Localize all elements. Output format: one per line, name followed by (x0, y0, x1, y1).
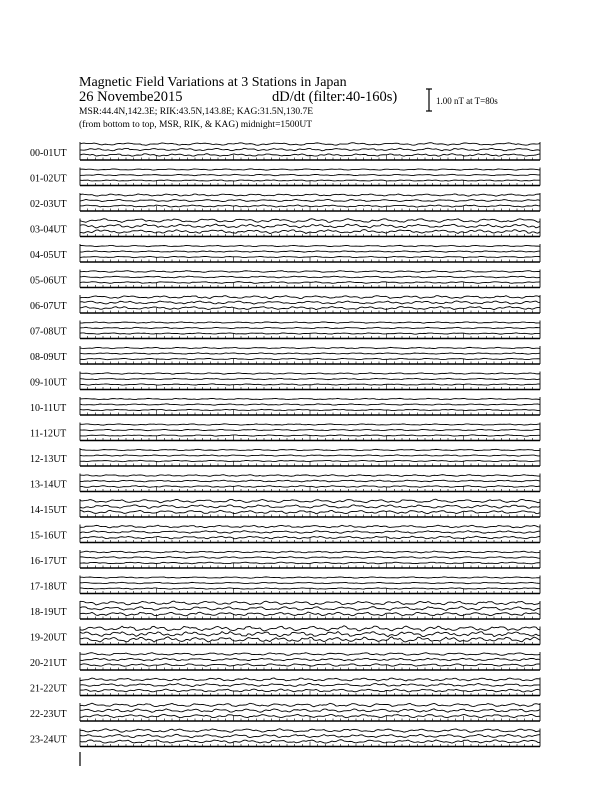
trace-kag (80, 398, 540, 399)
trace-kag (80, 601, 540, 605)
trace-kag (80, 424, 540, 425)
trace-rik (80, 429, 540, 430)
trace-kag (80, 449, 540, 450)
trace-rik (80, 199, 540, 201)
trace-rik (80, 632, 540, 637)
trace-msr (80, 409, 540, 410)
trace-kag (80, 551, 540, 553)
hour-row (30, 423, 540, 441)
trace-rik (80, 455, 540, 456)
trace-rik (80, 582, 540, 583)
trace-rik (80, 251, 540, 252)
trace-rik (80, 378, 540, 379)
hour-label: 22-23UT (30, 709, 67, 720)
trace-kag (80, 475, 540, 477)
hour-label: 18-19UT (30, 607, 67, 618)
trace-rik (80, 174, 540, 175)
hour-label: 02-03UT (30, 199, 67, 210)
trace-kag (80, 729, 540, 732)
trace-rik (80, 557, 540, 559)
trace-msr (80, 664, 540, 666)
trace-rik (80, 276, 540, 278)
hour-label: 17-18UT (30, 581, 67, 593)
trace-kag (80, 499, 540, 503)
trace-rik (80, 505, 540, 508)
hour-row (30, 321, 540, 339)
hour-label: 23-24UT (30, 734, 67, 746)
trace-rik (80, 480, 540, 482)
hour-label: 15-16UT (30, 530, 67, 542)
trace-kag (80, 219, 540, 223)
trace-msr (80, 460, 540, 461)
trace-kag (80, 577, 540, 578)
hour-row (30, 626, 540, 645)
hour-label: 03-04UT (30, 224, 67, 236)
hour-label: 19-20UT (30, 632, 67, 644)
hour-row (30, 346, 540, 364)
scale-label: 1.00 nT at T=80s (436, 96, 498, 106)
hour-row (30, 168, 540, 186)
hour-row (30, 576, 540, 594)
trace-kag (80, 194, 540, 196)
trace-rik (80, 734, 540, 737)
trace-kag (80, 626, 540, 631)
trace-msr (80, 358, 540, 359)
trace-kag (80, 525, 540, 528)
trace-rik (80, 301, 540, 304)
hour-row (30, 729, 540, 747)
trace-kag (80, 703, 540, 707)
hour-row (30, 703, 540, 721)
hour-row (30, 550, 540, 568)
hour-row (30, 448, 540, 466)
hour-label: 09-10UT (30, 377, 67, 389)
hour-rows (30, 142, 540, 747)
hour-row (30, 474, 540, 492)
trace-rik (80, 709, 540, 713)
hour-label: 06-07UT (30, 301, 67, 312)
trace-kag (80, 296, 540, 299)
trace-kag (80, 322, 540, 323)
hour-label: 20-21UT (30, 658, 67, 669)
hour-label: 04-05UT (30, 250, 67, 261)
hour-row (30, 295, 540, 313)
trace-kag (80, 169, 540, 170)
trace-rik (80, 531, 540, 534)
hour-row (30, 372, 540, 390)
trace-kag (80, 653, 540, 656)
hour-label: 01-02UT (30, 173, 67, 185)
hour-row (30, 499, 540, 517)
stations-line: MSR:44.4N,142.3E; RIK:43.5N,143.8E; KAG:31.5N,130.7E (79, 107, 314, 117)
hour-label: 14-15UT (30, 505, 67, 516)
hour-row (30, 270, 540, 288)
trace-rik (80, 327, 540, 328)
hour-label: 07-08UT (30, 326, 67, 338)
hour-label: 21-22UT (30, 683, 67, 695)
hour-row (30, 652, 540, 670)
hour-row (30, 601, 540, 619)
hour-row (30, 397, 540, 415)
trace-rik (80, 148, 540, 151)
trace-msr (80, 562, 540, 564)
hour-row (30, 244, 540, 262)
hour-label: 16-17UT (30, 556, 67, 567)
trace-rik (80, 658, 540, 661)
trace-rik (80, 353, 540, 354)
hour-row (30, 219, 540, 237)
trace-kag (80, 271, 540, 273)
hour-label: 13-14UT (30, 479, 67, 491)
trace-rik (80, 683, 540, 686)
hour-label: 12-13UT (30, 454, 67, 465)
trace-rik (80, 607, 540, 611)
trace-rik (80, 404, 540, 405)
trace-kag (80, 245, 540, 246)
trace-kag (80, 373, 540, 374)
hour-label: 08-09UT (30, 352, 67, 363)
hour-row (30, 193, 540, 211)
trace-kag (80, 678, 540, 681)
quantity-label: dD/dt (filter:40-160s) (272, 89, 398, 105)
hour-label: 00-01UT (30, 148, 67, 159)
scale-bar (426, 89, 498, 111)
hour-row (30, 142, 540, 160)
trace-msr (80, 180, 540, 181)
trace-kag (80, 347, 540, 348)
trace-rik (80, 224, 540, 228)
date-label: 26 Novembe2015 (79, 89, 183, 105)
hour-row (30, 678, 540, 696)
hour-label: 10-11UT (30, 403, 67, 414)
chart-title: Magnetic Field Variations at 3 Stations in Japan (79, 75, 347, 90)
order-line: (from bottom to top, MSR, RIK, & KAG) midnight=1500UT (79, 120, 313, 130)
trace-msr (80, 384, 540, 385)
hour-row (30, 525, 540, 543)
hour-label: 05-06UT (30, 275, 67, 287)
hour-label: 11-12UT (30, 428, 67, 440)
trace-kag (80, 143, 540, 146)
